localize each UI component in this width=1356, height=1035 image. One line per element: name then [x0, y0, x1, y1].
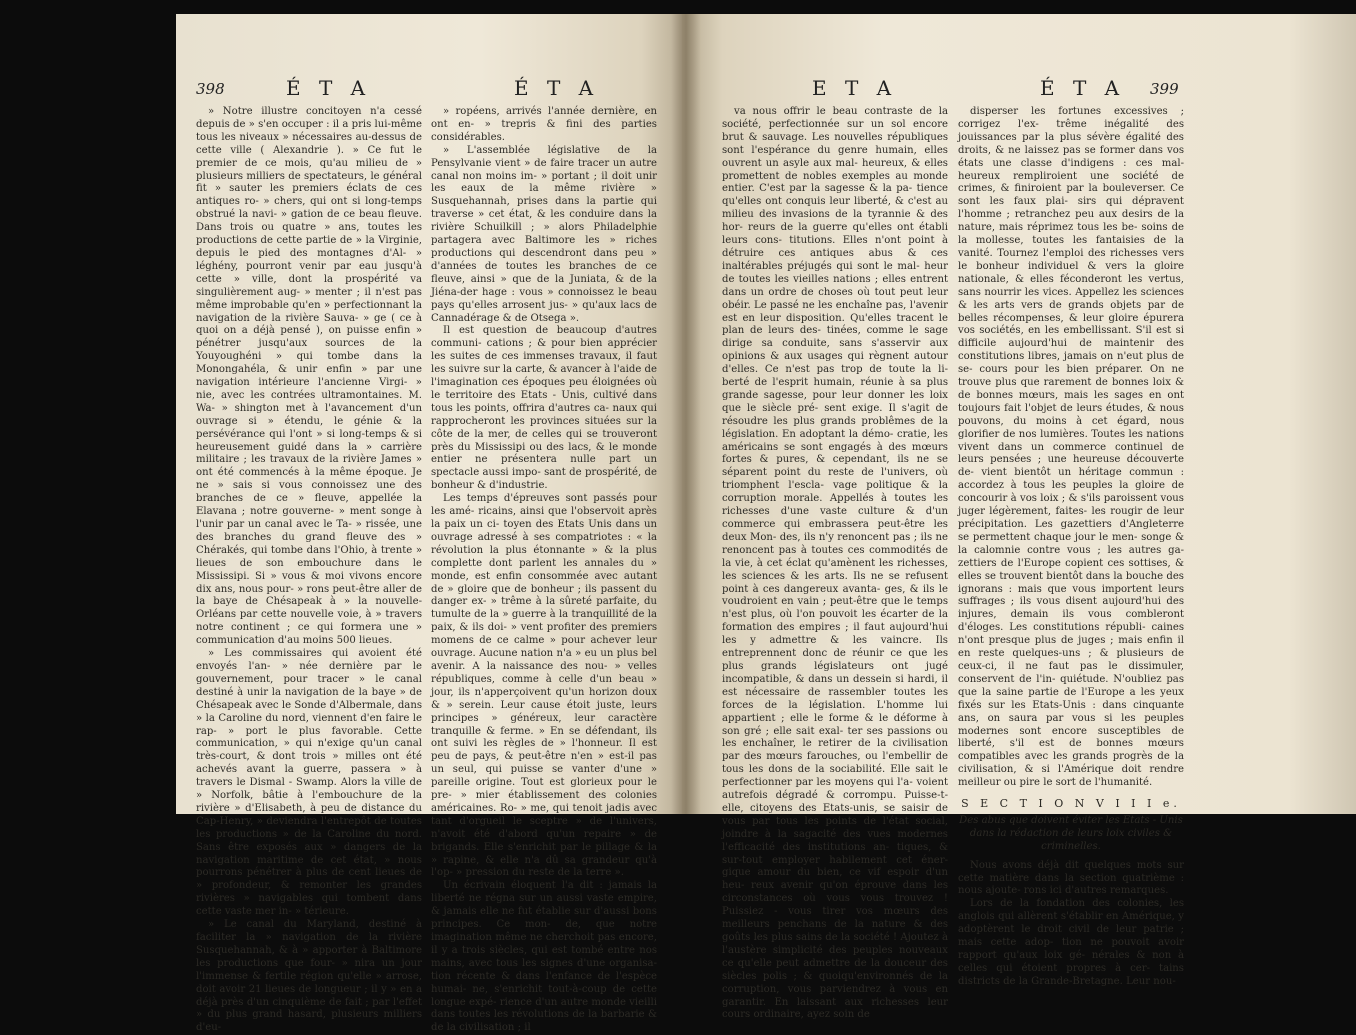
left-page-column-2: [431, 106, 657, 1034]
section-subtitle: Des abus que doivent éviter les Etats - Unis dans la rédaction de leurs loix civiles & criminelles.: [959, 814, 1183, 852]
left-page: [176, 14, 682, 1034]
book-gutter-shadow: [671, 14, 701, 814]
running-header-right-2: É T A: [1040, 76, 1126, 100]
paragraph: » Notre illustre concitoyen n'a cessé depuis de » s'en occuper : il a pris lui-même tous les niveaux » nécessaires au-dessus de cette ville ( Alexandrie ). » Ce fut le premier de ce mois, qu'au milieu de » plusieurs milliers de spectateurs, le général fit » sauter les premiers éclats de ces antiques ro- » chers, qui ont si long-temps obstrué la navi- » gation de ce beau fleuve. Dans trois ou quatre » ans, toutes les productions de cette partie de » la Virginie, depuis le pied des montagnes d'Al- » léghény, pourront venir par eau jusqu'à cette » ville, dont la prospérité va singulièrement aug- » menter ; il n'est pas même improbable qu'en » perfectionnant la navigation de la rivière Sauva- » ge ( ce à quoi on a déjà pensé ), on puisse enfin » pénétrer jusqu'aux sources de la Youyoughéni » qui tombe dans la Monongahéla, & unir enfin » par une navigation intérieure l'ancienne Virgi- » nie, avec les contrées ultramontaines. M. Wa- » shington met à l'avancement d'un ouvrage si » étendu, le génie & la persévérance qui l'ont » si long-temps & si heureusement guidé dans la » carrière militaire ; les travaux de la rivière James » ont été commencés à la même époque. Je ne » sais si vous connoissez une des branches de ce » fleuve, appellée la Elavana ; notre gouverne- » ment songe à l'unir par un canal avec le Ta- » rissée, une des branches du grand fleuve des » Chérakés, qui tombe dans l'Ohio, à trente » lieues de son embouchure dans le Mississipi. Si » vous & moi vivons encore dix ans, nous pour- » rons peut-être aller de la baye de Chésapeak à » la nouvelle-Orléans par cette nouvelle voie, à » travers notre continent ; ce qui formera une » communication d'au moins 500 lieues.: [196, 106, 422, 647]
right-page-column-1: [722, 106, 948, 1021]
paragraph: » ropéens, arrivés l'année dernière, en ont en- » trepris & fini des parties considérables.: [431, 106, 657, 143]
paragraph: Un écrivain éloquent l'a dit : jamais la liberté ne régna sur un aussi vaste empire, & jamais elle ne fut établie sur d'aussi bons principes. Ce mon- de, que notre imagination même ne cherchoit pas encore, il y a trois siècles, qui est tombé entre nos mains, avec tous les signes d'une organisa- tion récente & dans l'enfance de l'espèce humai- ne, s'enrichit tout-à-coup de cette longue expé- rience d'un autre monde vieilli dans toutes les révolutions de la barbarie & de la civilisation ; il: [431, 880, 657, 1034]
running-header-left-2: É T A: [514, 76, 600, 100]
page-number-right: 399: [1150, 80, 1179, 98]
paragraph: Lors de la fondation des colonies, les anglois qui allèrent s'établir en Amérique, y adoptèrent le droit civil de leur patrie ; mais cette adop- tion ne pouvoit avoir rapport qu'aux loix gé- nérales & non à celles qui étoient propres à cer- tains districts de la Grande-Bretagne. Leur nou-: [958, 898, 1184, 987]
paragraph: va nous offrir le beau contraste de la société, perfectionnée sur un sol encore brut & sauvage. Les nouvelles républiques sont l'espérance du genre humain, elles ouvrent un asyle aux mal- heureux, & elles promettent de nobles exemples au monde entier. C'est par la sagesse & la pa- tience qu'elles ont conquis leur liberté, & c'est au milieu des invasions de la tyrannie & des hor- reurs de la guerre qu'elles ont établi leurs cons- titutions. Elles n'ont point à détruire ces antiques abus & ces inaltérables préjugés qui sont le mal- heur de toutes les vieilles nations ; elles entrent dans un ordre de choses où tout peut leur obéir. Le passé ne les enchaîne pas, l'avenir est en leur disposition. Qu'elles tracent le plan de leurs des- tinées, comme le sage dirige sa conduite, sans s'asservir aux opinions & aux usages qui règnent autour d'elles. Ce n'est pas trop de toute la li- berté de l'esprit humain, réunie à sa plus grande sagesse, pour leur donner les loix que le siècle pré- sent exige. Il s'agit de résoudre les plus grands problêmes de la législation. En adoptant la démo- cratie, les américains se sont engagés à des mœurs fortes & pures, & cependant, ils ne se séparent point du reste de l'univers, où triomphent l'escla- vage politique & la corruption morale. Appellés à toutes les richesses d'une vaste culture & d'un commerce qui embrassera peut-être les deux Mon- des, ils n'y renoncent pas ; ils ne renoncent pas à toutes ces commodités de la vie, à cet éclat qu'amènent les richesses, les sciences & les arts. Ils ne se refusent point à ces dangereux avanta- ges, & ils le voudroient en vain ; peut-être que le temps n'est plus, où l'on pouvoit les écarter de la formation des empires ; il faut aujourd'hui les y admettre & les vaincre. Ils entreprennent donc de réunir ce que les plus grands législateurs ont jugé incompatible, & dans un dessein si hardi, il est nécessaire de rassembler toutes les forces de la législation. L'homme lui appartient ; elle le forme & le déforme à son gré ; elle sait exal- ter ses passions ou les enchaîner, le retirer de la civilisation par des mœurs farouches, ou l'embellir de tous les dons de la sociabilité. Elle sait le perfectionner par les moyens qui l'a- voient autrefois dégradé & corrompu. Puisse-t-elle, citoyens des Etats-unis, se saisir de vous par tous les points de l'état social, joindre à la sagacité des vues modernes l'efficacité des institutions an- tiques, & sur-tout employer habilement cet éner- gique amour du bien, ce vif espoir d'un heu- reux avenir qu'on éprouve dans les circonstances où vous vous trouvez ! Puissiez - vous tirer vos mœurs des meilleurs penchans de la nature & des goûts les plus sains de la société ! Ajoutez à l'austère simplicité des peuples nouveaux ce qu'elle peut admettre de la douceur des siècles polis ; & quoiqu'environnés de la corruption, vous parviendrez à vous en garantir. En laissant aux richesses leur cours ordinaire, ayez soin de: [722, 106, 948, 1021]
right-page: [682, 14, 1356, 1021]
section-title: S E C T I O N V I I I e.: [961, 797, 1181, 811]
open-book: [176, 14, 1356, 1034]
right-page-column-2: [958, 106, 1184, 987]
left-page-column-1: [196, 106, 422, 1034]
paragraph: Les temps d'épreuves sont passés pour les amé- ricains, ainsi que l'observoit après la paix un ci- toyen des Etats Unis dans un ouvrage adressé à ses compatriotes : « la révolution la plus étonnante » & la plus complette dont parlent les annales du » monde, est enfin consommée avec autant de » gloire que de bonheur ; ils passent du danger ex- » trême à la sûreté parfaite, du tumulte de la » guerre à la tranquillité de la paix, & ils doi- » vent profiter des premiers momens de ce calme » pour achever leur ouvrage. Aucune nation n'a » eu un plus bel avenir. A la naissance des nou- » velles républiques, comme à celle d'un beau » jour, ils n'apperçoivent qu'un horizon doux & » serein. Leur cause étoit juste, leurs principes » généreux, leur caractère tranquille & ferme. » En se défendant, ils ont suivi les règles de » l'honneur. Il est peu de pays, & peut-être n'en » est-il pas un seul, qui puisse se vanter d'une » pareille origine. Tout est glorieux pour le pre- » mier établissement des colonies américaines. Ro- » me, qui tenoit jadis avec tant d'orgueil le sceptre » de l'univers, n'avoit été d'abord qu'un repaire » de brigands. Elle s'enrichit par le pillage & la » rapine, & elle n'a dû sa grandeur qu'à l'op- » pression du reste de la terre ».: [431, 493, 657, 879]
page-number-left: 398: [196, 80, 225, 98]
paragraph: » Le canal du Maryland, destiné à faciliter la » navigation de la rivière Susquehannah, & à » apporter à Baltimore les productions que four- » nira un jour l'immense & fertile région qu'elle » arrose, doit avoir 21 lieues de longueur ; il y » en a déjà près d'un cinquième de fait ; par l'effet » du plus grand hasard, plusieurs milliers d'eu-: [196, 919, 422, 1034]
paragraph: Il est question de beaucoup d'autres communi- cations ; & pour bien apprécier les suites de ces immenses travaux, il faut les suivre sur la carte, & avancer à l'aide de l'imagination ces époques peu éloignées où le territoire des Etats - Unis, cultivé dans tous les points, offrira d'autres ca- naux qui rapprocheront les provinces situées sur la côte de la mer, de celles qui se trouveront près du Mississipi ou des lacs, & le monde entier ne présentera nulle part un spectacle aussi impo- sant de prospérité, de bonheur & d'industrie.: [431, 325, 657, 492]
paragraph: » L'assemblée législative de la Pensylvanie vient » de faire tracer un autre canal non moins im- » portant ; il doit unir les eaux de la même rivière » Susquehannah, prises dans la partie qui traverse » cet état, & les conduire dans la rivière Schuilkill ; » alors Philadelphie partagera avec Baltimore les » riches productions qui descendront dans peu » d'années de toutes les branches de ce fleuve, ainsi » que de la Juniata, & de la Jiéna-der hage : vous » connoissez le beau pays qu'elles arrosent jus- » qu'aux lacs de Cannadérage & de Otsega ».: [431, 144, 657, 324]
paragraph: disperser les fortunes excessives ; corrigez l'ex- trême inégalité des jouissances par la plus sévère égalité des droits, & ne laissez pas se former dans vos états une classe d'indigens : ces mal- heureux rempliroient une société de crimes, & finiroient par la bouleverser. Ce sont les faux plai- sirs qui dépravent l'homme ; retranchez peu aux desirs de la nature, mais réprimez tous les be- soins de la mollesse, toutes les fantaisies de la vanité. Tournez l'emploi des richesses vers le bonheur individuel & vers la gloire nationale, & elles féconderont les vertus, sans nourrir les vices. Appellez les sciences & les arts vers de grands objets par de belles récompenses, & leur gloire épurera vos sociétés, en les embellissant. S'il est si difficile aujourd'hui de maintenir des constitutions libres, jamais on n'eut plus de se- cours pour les bien préparer. On ne trouve plus que rarement de bonnes loix & de bonnes mœurs, mais les sages en ont toujours fait l'objet de leurs études, & nous pouvons, du moins à cet égard, nous glorifier de nos lumières. Toutes les nations vivent dans un commerce continuel de leurs pensées ; une heureuse découverte de- vient bientôt un héritage commun : accordez à tous les peuples la gloire de concourir à vos loix ; & s'ils paroissent vous juger légèrement, faites- les rougir de leur précipitation. Les gazettiers d'Angleterre se permettent chaque jour le men- songe & la calomnie contre vous ; les autres ga- zettiers de l'Europe copient ces sottises, & elles se trouvent bientôt dans la bouche des ignorans : mais que vous importent leurs suffrages ; ils vous disent aujourd'hui des injures, demain ils vous combleront d'éloges. Les constitutions républi- caines n'ont presque plus de juges ; mais enfin il en reste quelques-uns ; & plusieurs de ceux-ci, il ne faut pas le dissimuler, conservent de l'in- quiétude. N'oubliez pas que la saine partie de l'Europe a les yeux fixés sur les Etats-Unis : dans cinquante ans, on saura par vous si les peuples modernes sont encore susceptibles de liberté, s'il est de bonnes mœurs compatibles avec les grands progrès de la civilisation, & si l'Amérique doit rendre meilleur ou pire le sort de l'humanité.: [958, 106, 1184, 789]
paragraph: » Les commissaires qui avoient été envoyés l'an- » née dernière par le gouvernement, pour tracer » le canal destiné à unir la navigation de la baye » de Chésapeak avec le Sonde d'Albermale, dans » la Caroline du nord, viennent d'en faire le rap- » port le plus favorable. Cette communication, » qui n'exige qu'un canal très-court, & dont trois » milles ont été achevés avant la guerre, passera » à travers le Dismal - Swamp. Alors la ville de » Norfolk, bâtie à l'embouchure de la rivière » d'Elisabeth, à peu de distance du Cap-Henry, » deviendra l'entrepôt de toutes les productions » de la Caroline du nord. Sans être exposés aux » dangers de la navigation maritime de cet état, » nous pourrons pénétrer à plus de cent lieues de » profondeur, & remonter les grandes rivières » navigables qui tombent dans cette vaste mer in- » térieure.: [196, 648, 422, 918]
paragraph: Nous avons déjà dit quelques mots sur cette matière dans la section quatrième : nous ajoute- rons ici d'autres remarques.: [958, 859, 1184, 897]
running-header-right: E T A: [812, 76, 898, 100]
running-header-left: É T A: [286, 76, 372, 100]
